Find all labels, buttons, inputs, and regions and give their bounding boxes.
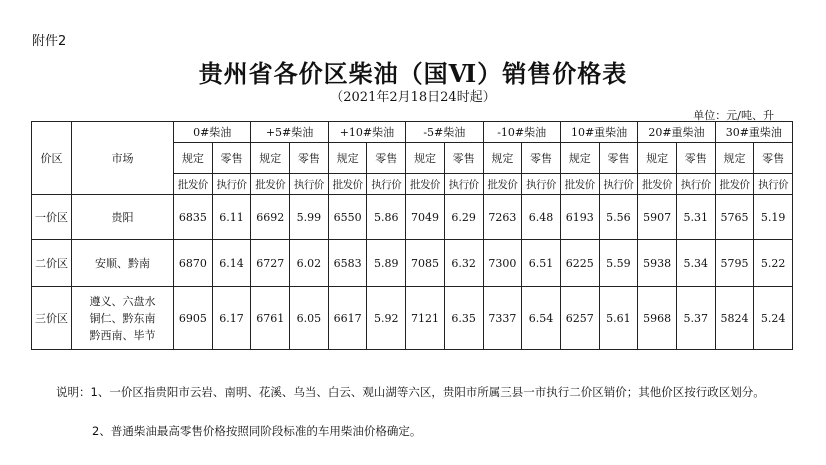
market-cell xyxy=(72,195,174,240)
header-product: 0#柴油 xyxy=(174,122,251,143)
wholesale-price-cell: 6257 xyxy=(560,287,599,350)
header-retail-label: 零售 xyxy=(599,143,638,174)
header-retail-price: 执行价 xyxy=(212,174,251,195)
header-wholesale-price: 批发价 xyxy=(251,174,290,195)
attachment-label: 附件2 xyxy=(32,34,67,49)
zone-cell: 一价区 xyxy=(32,195,72,240)
wholesale-price-cell: 7085 xyxy=(406,240,445,287)
header-wholesale-label: 规定 xyxy=(174,143,213,174)
unit-label: 单位：元/吨、升 xyxy=(693,109,774,122)
retail-price-cell: 5.37 xyxy=(676,287,715,350)
wholesale-price-cell: 6905 xyxy=(174,287,213,350)
market-name: 遵义、六盘水 xyxy=(89,294,156,308)
wholesale-price-cell: 6193 xyxy=(560,195,599,240)
header-retail-price: 执行价 xyxy=(754,174,793,195)
wholesale-price-cell: 5824 xyxy=(715,287,754,350)
table-row xyxy=(32,240,793,287)
price-table xyxy=(31,121,793,350)
wholesale-price-cell: 6225 xyxy=(560,240,599,287)
header-product: 20#重柴油 xyxy=(638,122,715,143)
wholesale-price-cell: 7300 xyxy=(483,240,522,287)
retail-price-cell: 6.35 xyxy=(444,287,483,350)
header-retail-label: 零售 xyxy=(676,143,715,174)
wholesale-price-cell: 7337 xyxy=(483,287,522,350)
wholesale-price-cell: 7263 xyxy=(483,195,522,240)
market-name: 安顺、黔南 xyxy=(95,257,150,270)
wholesale-price-cell: 5795 xyxy=(715,240,754,287)
table-row xyxy=(32,287,793,350)
retail-price-cell: 5.61 xyxy=(599,287,638,350)
wholesale-price-cell: 7121 xyxy=(406,287,445,350)
header-product: +10#柴油 xyxy=(328,122,405,143)
header-retail-label: 零售 xyxy=(290,143,329,174)
note-2: 2、普通柴油最高零售价格按照同阶段标准的车用柴油价格确定。 xyxy=(92,424,422,438)
wholesale-price-cell: 6617 xyxy=(328,287,367,350)
header-zone: 价区 xyxy=(32,122,72,195)
retail-price-cell: 5.59 xyxy=(599,240,638,287)
wholesale-price-cell: 6550 xyxy=(328,195,367,240)
header-wholesale-price: 批发价 xyxy=(483,174,522,195)
header-retail-label: 零售 xyxy=(522,143,561,174)
header-product: -5#柴油 xyxy=(406,122,483,143)
header-market: 市场 xyxy=(72,122,174,195)
market-cell xyxy=(72,240,174,287)
retail-price-cell: 5.19 xyxy=(754,195,793,240)
retail-price-cell: 6.51 xyxy=(522,240,561,287)
retail-price-cell: 5.89 xyxy=(367,240,406,287)
retail-price-cell: 5.56 xyxy=(599,195,638,240)
header-wholesale-label: 规定 xyxy=(406,143,445,174)
header-product: 10#重柴油 xyxy=(560,122,637,143)
retail-price-cell: 6.14 xyxy=(212,240,251,287)
wholesale-price-cell: 5938 xyxy=(638,240,677,287)
retail-price-cell: 6.48 xyxy=(522,195,561,240)
header-product: +5#柴油 xyxy=(251,122,328,143)
wholesale-price-cell: 7049 xyxy=(406,195,445,240)
retail-price-cell: 5.24 xyxy=(754,287,793,350)
retail-price-cell: 5.99 xyxy=(290,195,329,240)
header-wholesale-label: 规定 xyxy=(715,143,754,174)
market-name: 铜仁、黔东南 xyxy=(89,311,156,325)
retail-price-cell: 5.92 xyxy=(367,287,406,350)
header-wholesale-label: 规定 xyxy=(638,143,677,174)
header-wholesale-price: 批发价 xyxy=(328,174,367,195)
wholesale-price-cell: 5907 xyxy=(638,195,677,240)
retail-price-cell: 5.22 xyxy=(754,240,793,287)
header-row-products xyxy=(32,122,793,143)
header-retail-price: 执行价 xyxy=(522,174,561,195)
market-name: 黔西南、毕节 xyxy=(89,328,156,342)
header-retail-price: 执行价 xyxy=(676,174,715,195)
wholesale-price-cell: 6870 xyxy=(174,240,213,287)
header-wholesale-price: 批发价 xyxy=(406,174,445,195)
retail-price-cell: 5.31 xyxy=(676,195,715,240)
header-retail-label: 零售 xyxy=(367,143,406,174)
header-wholesale-label: 规定 xyxy=(483,143,522,174)
header-retail-price: 执行价 xyxy=(367,174,406,195)
note-1: 说明：1、一价区指贵阳市云岩、南明、花溪、乌当、白云、观山湖等六区，贵阳市所属三县一市执行二价区销价；其他价区按行政区划分。 xyxy=(56,385,765,399)
wholesale-price-cell: 5765 xyxy=(715,195,754,240)
header-wholesale-price: 批发价 xyxy=(715,174,754,195)
header-wholesale-price: 批发价 xyxy=(638,174,677,195)
zone-cell: 三价区 xyxy=(32,287,72,350)
retail-price-cell: 6.32 xyxy=(444,240,483,287)
retail-price-cell: 5.86 xyxy=(367,195,406,240)
page-subtitle: （2021年2月18日24时起） xyxy=(330,90,496,105)
header-product: 30#重柴油 xyxy=(715,122,792,143)
header-retail-price: 执行价 xyxy=(599,174,638,195)
header-retail-label: 零售 xyxy=(754,143,793,174)
retail-price-cell: 5.34 xyxy=(676,240,715,287)
header-retail-label: 零售 xyxy=(212,143,251,174)
wholesale-price-cell: 6727 xyxy=(251,240,290,287)
wholesale-price-cell: 6835 xyxy=(174,195,213,240)
wholesale-price-cell: 6692 xyxy=(251,195,290,240)
wholesale-price-cell: 5968 xyxy=(638,287,677,350)
header-retail-label: 零售 xyxy=(444,143,483,174)
header-wholesale-label: 规定 xyxy=(560,143,599,174)
retail-price-cell: 6.29 xyxy=(444,195,483,240)
market-cell xyxy=(72,287,174,350)
wholesale-price-cell: 6583 xyxy=(328,240,367,287)
header-retail-price: 执行价 xyxy=(444,174,483,195)
retail-price-cell: 6.02 xyxy=(290,240,329,287)
header-wholesale-price: 批发价 xyxy=(174,174,213,195)
header-product: -10#柴油 xyxy=(483,122,560,143)
page-title: 贵州省各价区柴油（国Ⅵ）销售价格表 xyxy=(198,59,628,88)
wholesale-price-cell: 6761 xyxy=(251,287,290,350)
retail-price-cell: 6.05 xyxy=(290,287,329,350)
retail-price-cell: 6.11 xyxy=(212,195,251,240)
market-name: 贵阳 xyxy=(111,211,134,224)
header-retail-price: 执行价 xyxy=(290,174,329,195)
header-wholesale-label: 规定 xyxy=(328,143,367,174)
table-row xyxy=(32,195,793,240)
retail-price-cell: 6.54 xyxy=(522,287,561,350)
header-wholesale-price: 批发价 xyxy=(560,174,599,195)
zone-cell: 二价区 xyxy=(32,240,72,287)
header-wholesale-label: 规定 xyxy=(251,143,290,174)
retail-price-cell: 6.17 xyxy=(212,287,251,350)
